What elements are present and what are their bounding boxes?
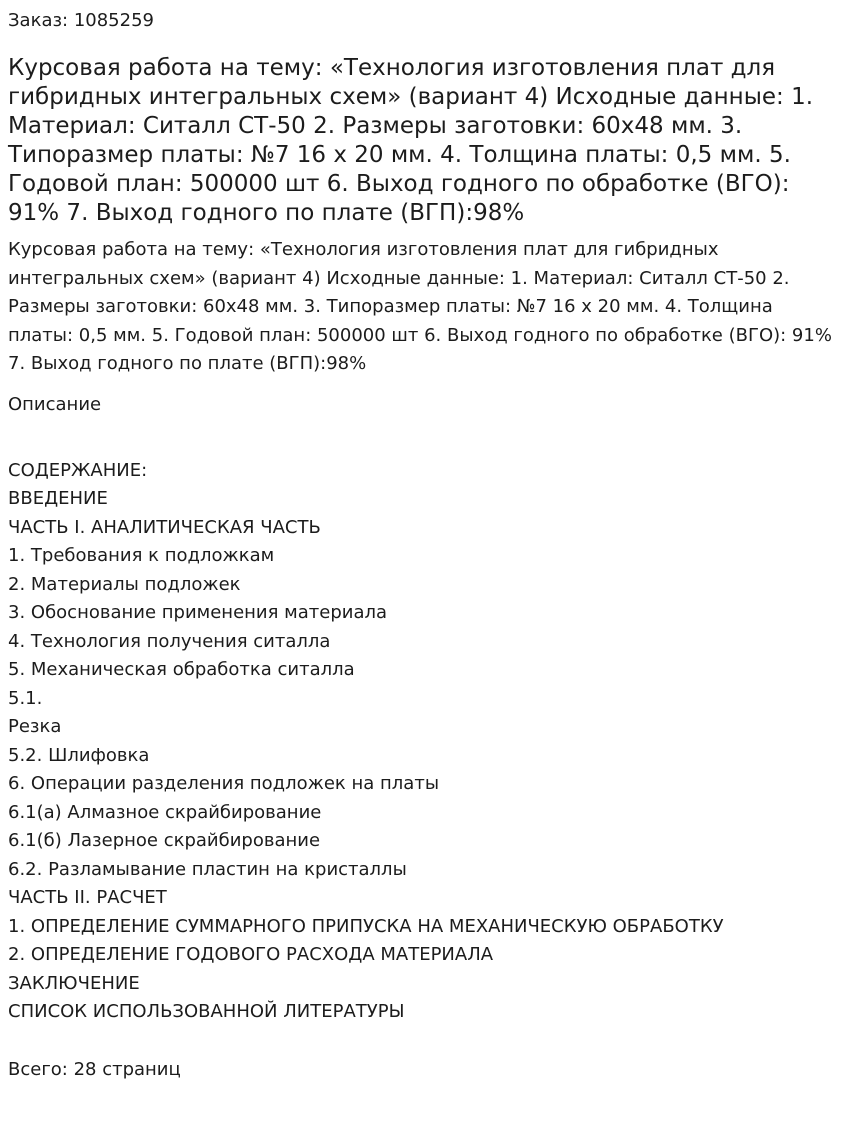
- order-number: Заказ: 1085259: [8, 10, 154, 31]
- toc-item: ВВЕДЕНИЕ: [8, 488, 108, 509]
- page-title: Курсовая работа на тему: «Технология изготовления плат для гибридных интегральных схем» (вариант 4) Исходные данные: 1. Материал: Ситалл СТ-50 2. Размеры заготовки: 60х48 мм. 3. Типоразмер платы: №7 16 х 20 мм. 4. Толщина платы: 0,5 мм. 5. Годовой план: 500000 шт 6. Выход годного по обработке (ВГО): 91% 7. Выход годного по плате (ВГП):98%: [8, 55, 814, 226]
- toc-item: 3. Обоснование применения материала: [8, 602, 388, 623]
- toc-item: 6.1(а) Алмазное скрайбирование: [8, 801, 322, 823]
- table-of-contents: [8, 457, 839, 1027]
- toc-item: 6. Операции разделения подложек на платы: [8, 773, 440, 794]
- toc-item: 1. ОПРЕДЕЛЕНИЕ СУММАРНОГО ПРИПУСКА НА МЕХАНИЧЕСКУЮ ОБРАБОТКУ: [8, 915, 724, 937]
- toc-item: 5. Механическая обработка ситалла: [8, 659, 355, 680]
- toc-item: ЧАСТЬ II. РАСЧЕТ: [8, 887, 167, 908]
- toc-item: ЧАСТЬ I. АНАЛИТИЧЕСКАЯ ЧАСТЬ: [8, 516, 321, 538]
- toc-item: Резка: [8, 716, 62, 737]
- toc-item: 5.2. Шлифовка: [8, 744, 150, 766]
- toc-item: 2. Материалы подложек: [8, 573, 241, 595]
- work-summary: Курсовая работа на тему: «Технология изготовления плат для гибридных интегральных схем» (вариант 4) Исходные данные: 1. Материал: Ситалл СТ-50 2. Размеры заготовки: 60х48 мм. 3. Типоразмер платы: №7 16 х 20 мм. 4. Толщина платы: 0,5 мм. 5. Годовой план: 500000 шт 6. Выход годного по обработке (ВГО): 91% 7. Выход годного по плате (ВГП):98%: [8, 239, 832, 374]
- toc-item: 6.2. Разламывание пластин на кристаллы: [8, 858, 407, 880]
- description-heading: Описание: [8, 393, 102, 415]
- toc-item: 6.1(б) Лазерное скрайбирование: [8, 830, 321, 851]
- total-pages: Всего: 28 страниц: [8, 1058, 181, 1080]
- toc-item: ЗАКЛЮЧЕНИЕ: [8, 972, 140, 994]
- toc-heading: СОДЕРЖАНИЕ:: [8, 459, 148, 481]
- toc-item: 5.1.: [8, 687, 43, 709]
- toc-item: СПИСОК ИСПОЛЬЗОВАННОЙ ЛИТЕРАТУРЫ: [8, 1001, 405, 1022]
- toc-item: 1. Требования к подложкам: [8, 545, 275, 566]
- toc-item: 2. ОПРЕДЕЛЕНИЕ ГОДОВОГО РАСХОДА МАТЕРИАЛА: [8, 944, 494, 965]
- toc-item: 4. Технология получения ситалла: [8, 630, 331, 652]
